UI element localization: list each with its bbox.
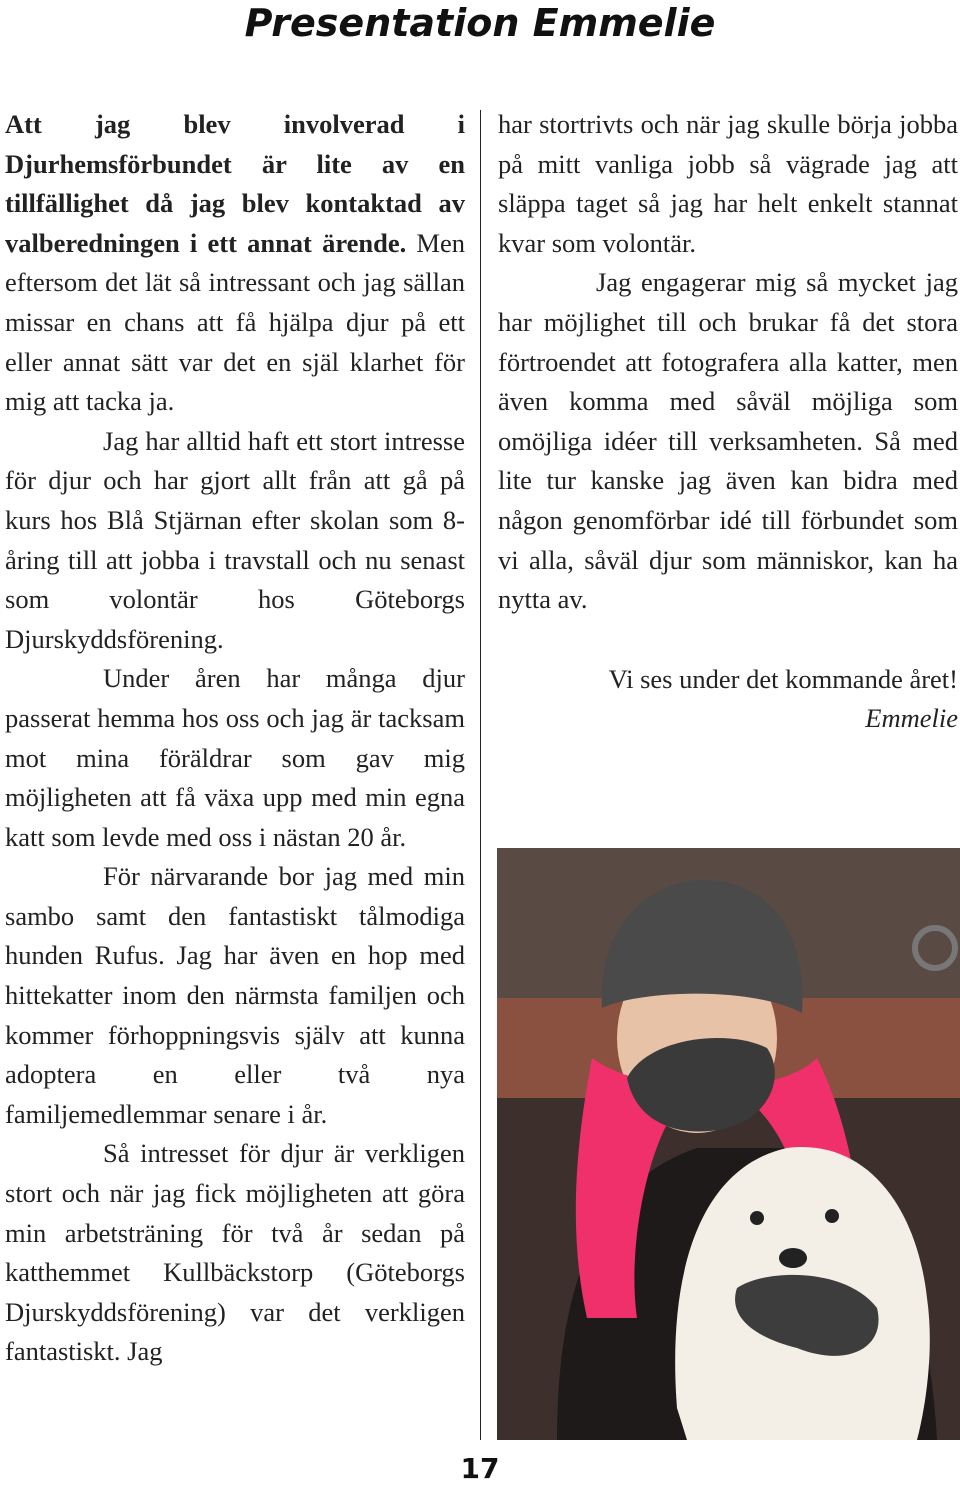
paragraph-4: För närvarande bor jag med min sambo samt den fantastiskt tålmodiga hunden Rufus. Jag har även en hop med hittekatter inom den närmsta familjen och kommer förhoppningsvis själv att kunna adoptera en eller två nya familjemedlemmar senare i år. [5,861,465,1129]
photo-illustration [497,848,960,1440]
page-number: 17 [460,1452,500,1485]
paragraph-engagement: Jag engagerar mig så mycket jag har möjlighet till och brukar få det stora förtroendet att fotografera alla katter, men även komma med såväl möjliga som omöjliga idéer till verksamheten. Så med lite tur kanske jag även kan bidra med någon genomförbar idé till förbundet som vi alla, såväl djur som människor, kan ha nytta av. [498,267,958,615]
dog-eye-right [825,1209,839,1223]
left-column [5,105,465,1372]
photo-woman-with-dog [497,848,960,1440]
right-column [498,105,958,739]
page-title: Presentation Emmelie [244,1,716,45]
dog-nose [779,1248,807,1268]
paragraph-2: Jag har alltid haft ett stort intresse för djur och har gjort allt från att gå på kurs hos Blå Stjärnan efter skolan som 8-åring till att jobba i travstall och nu senast som volontär hos Göteborgs Djurskyddsförening. [5,425,465,654]
paragraph-1-rest: Men eftersom det lät så intressant och jag sällan missar en chans att få hjälpa djur på ett eller annat sätt var det en själ klarhet för mig att tacka ja. [5,227,465,417]
lead-text: Att jag blev involverad i Djurhemsförbundet är lite av en tillfällighet då jag blev kontaktad av valberedningen i ett annat ärende. [5,109,465,258]
paragraph-1 [5,105,465,422]
greeting: Vi ses under det kommande året! [608,663,958,694]
signature: Emmelie [865,703,958,734]
paragraph-5: Så intresset för djur är verkligen stort och när jag fick möjligheten att göra min arbetsträning för två år sedan på katthemmet Kullbäckstorp (Göteborgs Djurskyddsförening) var det verkligen fantastiskt. Jag [5,1138,465,1367]
column-divider [480,110,481,1440]
paragraph-3: Under åren har många djur passerat hemma hos oss och jag är tacksam mot mina föräldrar som gav mig möjligheten att få växa upp med min egna katt som levde med oss i nästan 20 år. [5,663,465,852]
paragraph-continued: har stortrivts och när jag skulle börja jobba på mitt vanliga jobb så vägrade jag att släppa taget så jag har helt enkelt stannat kvar som volontär. [498,109,958,258]
dog-eye-left [750,1211,764,1225]
